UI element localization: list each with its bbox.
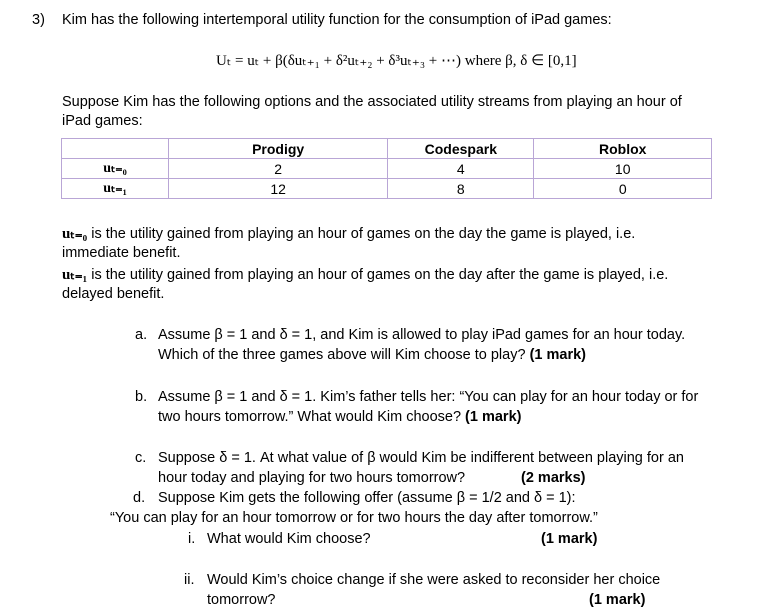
table-cell: 0 (534, 179, 712, 199)
question-intro: Kim has the following intertemporal utility function for the consumption of iPad games: (62, 12, 612, 28)
table-cell: 8 (388, 179, 534, 199)
part-c-line2: hour today and playing for two hours tomorrow? (158, 470, 466, 486)
part-d-ii-line2: tomorrow? (207, 592, 276, 608)
question-number: 3) (32, 12, 45, 28)
part-d-ii-label: ii. (184, 572, 195, 588)
table-cell: 2 (169, 159, 388, 179)
part-c-marks: (2 marks) (521, 470, 586, 486)
part-d-i-text: What would Kim choose? (207, 531, 371, 547)
part-b-line2: two hours tomorrow.” What would Kim choose? (158, 409, 462, 425)
part-c-line1: Suppose δ = 1. At what value of β would Kim be indifferent between playing for an (158, 450, 684, 466)
u1-text-cont: delayed benefit. (62, 286, 165, 302)
part-b-line2-wrap (158, 409, 521, 425)
part-d-i-label: i. (188, 531, 196, 547)
u1-symbol: uₜ₌₁ (62, 267, 88, 283)
table-row-label: uₜ₌₁ (62, 179, 169, 199)
table-header-row (62, 139, 712, 159)
part-d-line1: Suppose Kim gets the following offer (assume β = 1/2 and δ = 1): (158, 490, 576, 506)
part-a-marks: (1 mark) (529, 347, 586, 363)
part-a-line2: Which of the three games above will Kim choose to play? (158, 347, 526, 363)
table-row (62, 179, 712, 199)
part-b-marks: (1 mark) (465, 409, 522, 425)
table-row-label: uₜ₌₀ (62, 159, 169, 179)
part-d-i-marks: (1 mark) (541, 531, 598, 547)
part-d-line2: “You can play for an hour tomorrow or for two hours the day after tomorrow.” (110, 510, 598, 526)
part-c-label: c. (135, 450, 147, 466)
table-cell: 12 (169, 179, 388, 199)
u1-text: is the utility gained from playing an hour of games on the day after the game is played, i.e. (91, 267, 669, 283)
table-row (62, 159, 712, 179)
part-a-line2-wrap (158, 347, 586, 363)
table-header-cell: Codespark (388, 139, 534, 159)
table-cell: 10 (534, 159, 712, 179)
part-a-line1: Assume β = 1 and δ = 1, and Kim is allowed to play iPad games for an hour today. (158, 327, 686, 343)
table-header-cell (62, 139, 169, 159)
part-a-label: a. (135, 327, 148, 343)
part-d-ii-marks: (1 mark) (589, 592, 646, 608)
part-d-label: d. (133, 490, 146, 506)
part-d-ii-line1: Would Kim’s choice change if she were asked to reconsider her choice (207, 572, 661, 588)
utility-table (61, 138, 712, 199)
part-b-line1: Assume β = 1 and δ = 1. Kim’s father tells her: “You can play for an hour today or for (158, 389, 699, 405)
definition-u1 (62, 265, 668, 284)
u0-symbol: uₜ₌₀ (62, 226, 88, 242)
table-header-cell: Prodigy (169, 139, 388, 159)
table-header-cell: Roblox (534, 139, 712, 159)
options-intro-line2: iPad games: (62, 113, 143, 129)
options-intro-line1: Suppose Kim has the following options and the associated utility streams from playing an hour of (62, 94, 682, 110)
u0-text: is the utility gained from playing an hour of games on the day the game is played, i.e. (91, 226, 636, 242)
u0-text-cont: immediate benefit. (62, 245, 181, 261)
definition-u0 (62, 224, 635, 243)
part-b-label: b. (135, 389, 148, 405)
utility-formula: Uₜ = uₜ + β(δuₜ₊₁ + δ²uₜ₊₂ + δ³uₜ₊₃ + ⋯) where β, δ ∈ [0,1] (216, 53, 577, 69)
table-cell: 4 (388, 159, 534, 179)
